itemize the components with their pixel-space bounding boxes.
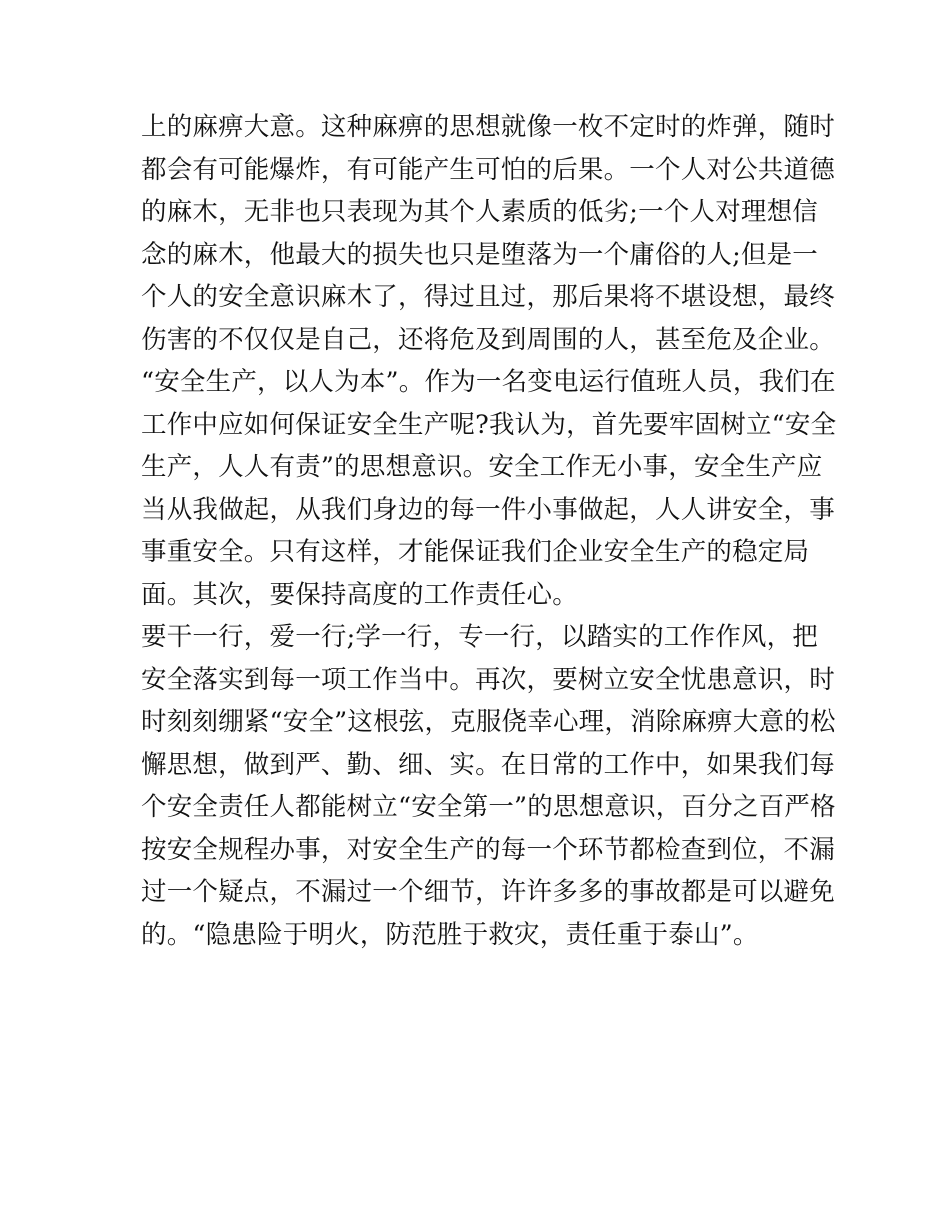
- document-body-text: [141, 106, 837, 956]
- text-line: 工作中应如何保证安全生产呢?我认为，首先要牢固树立“安全: [141, 409, 837, 440]
- text-line: 面。其次，要保持高度的工作责任心。: [141, 579, 578, 610]
- text-line: 上的麻痹大意。这种麻痹的思想就像一枚不定时的炸弹，随时: [141, 112, 835, 142]
- text-line: 时刻刻绷紧“安全”这根弦，克服侥幸心理，消除麻痹大意的松: [141, 707, 836, 737]
- text-line: 懈思想，做到严、勤、细、实。在日常的工作中，如果我们每: [141, 749, 835, 780]
- text-line: 当从我做起，从我们身边的每一件小事做起，人人讲安全，事: [141, 494, 835, 525]
- text-line: 伤害的不仅仅是自己，还将危及到周围的人，甚至危及企业。: [141, 324, 835, 355]
- text-line: 个安全责任人都能树立“安全第一”的思想意识，百分之百严格: [141, 792, 836, 822]
- text-line: 安全落实到每一项工作当中。再次，要树立安全忧患意识，时: [141, 664, 835, 695]
- text-line: 事重安全。只有这样，才能保证我们企业安全生产的稳定局: [141, 537, 810, 567]
- text-line: 的。“隐患险于明火，防范胜于救灾，责任重于泰山”。: [141, 919, 759, 950]
- text-line: 个人的安全意识麻木了，得过且过，那后果将不堪设想，最终: [141, 282, 835, 312]
- text-line: 要干一行，爱一行;学一行，专一行，以踏实的工作作风，把: [141, 622, 818, 652]
- text-line: 的麻木，无非也只表现为其个人素质的低劣;一个人对理想信: [141, 197, 818, 227]
- text-line: 都会有可能爆炸，有可能产生可怕的后果。一个人对公共道德: [141, 154, 835, 185]
- text-line: 念的麻木，他最大的损失也只是堕落为一个庸俗的人;但是一: [141, 239, 818, 270]
- text-line: 过一个疑点，不漏过一个细节，许许多多的事故都是可以避免: [141, 877, 835, 907]
- text-line: 生产，人人有责”的思想意识。安全工作无小事，安全生产应: [141, 452, 823, 482]
- text-line: 按安全规程办事，对安全生产的每一个环节都检查到位，不漏: [141, 834, 835, 865]
- text-line: “安全生产，以人为本”。作为一名变电运行值班人员，我们在: [141, 367, 836, 397]
